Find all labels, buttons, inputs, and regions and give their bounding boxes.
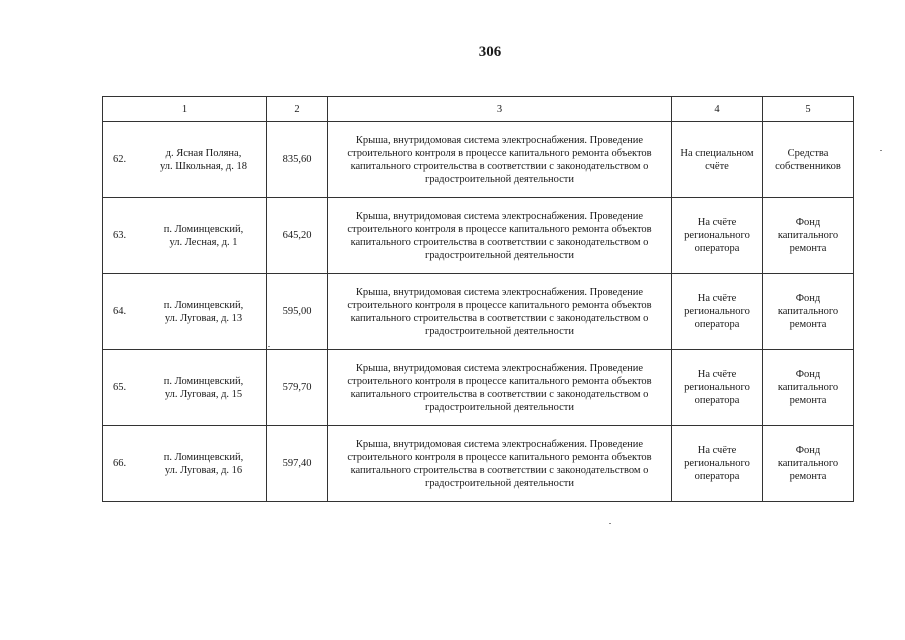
work-description: Крыша, внутридомовая система электроснабжения. Проведение строительного контроля в процессе капитального ремонта объектов капитального строительства в соответствии с законодательством о градостроительной деятельности	[328, 198, 672, 274]
account-cell: На счёте регионального оператора	[672, 426, 763, 502]
area-cell: 579,70	[267, 350, 328, 426]
scan-speck	[880, 150, 882, 151]
address-line1: п. Ломинцевский,	[163, 375, 244, 387]
address-line1: п. Ломинцевский,	[163, 451, 244, 463]
area-cell: 597,40	[267, 426, 328, 502]
address-line1: п. Ломинцевский,	[163, 299, 244, 311]
work-description: Крыша, внутридомовая система электроснабжения. Проведение строительного контроля в процессе капитального ремонта объектов капитального строительства в соответствии с законодательством о градостроительной деятельности	[328, 122, 672, 198]
address-line1: п. Ломинцевский,	[163, 223, 244, 235]
address-line1: д. Ясная Поляна,	[165, 147, 242, 159]
address	[145, 299, 262, 325]
address-line2: ул. Школьная, д. 18	[159, 160, 248, 172]
funds-source-cell: Фонд капитального ремонта	[763, 198, 854, 274]
work-description: Крыша, внутридомовая система электроснабжения. Проведение строительного контроля в процессе капитального ремонта объектов капитального строительства в соответствии с законодательством о градостроительной деятельности	[328, 426, 672, 502]
table-row	[103, 122, 854, 198]
column-header-3: 3	[328, 97, 672, 122]
address-line2: ул. Луговая, д. 13	[164, 312, 243, 324]
table-row	[103, 198, 854, 274]
address-line2: ул. Луговая, д. 16	[164, 464, 243, 476]
table-row	[103, 350, 854, 426]
account-cell: На счёте регионального оператора	[672, 198, 763, 274]
work-description: Крыша, внутридомовая система электроснабжения. Проведение строительного контроля в процессе капитального ремонта объектов капитального строительства в соответствии с законодательством о градостроительной деятельности	[328, 274, 672, 350]
address	[145, 375, 262, 401]
account-cell: На счёте регионального оператора	[672, 274, 763, 350]
address-cell	[103, 274, 267, 350]
row-number: 65.	[113, 382, 127, 393]
scan-speck	[268, 346, 270, 347]
work-description: Крыша, внутридомовая система электроснабжения. Проведение строительного контроля в процессе капитального ремонта объектов капитального строительства в соответствии с законодательством о градостроительной деятельности	[328, 350, 672, 426]
address-line2: ул. Лесная, д. 1	[169, 236, 238, 248]
address-cell	[103, 350, 267, 426]
funds-source-cell: Средства собственников	[763, 122, 854, 198]
row-number: 62.	[113, 154, 127, 165]
table-header-row	[103, 97, 854, 122]
column-header-1: 1	[103, 97, 267, 122]
funds-source-cell: Фонд капитального ремонта	[763, 426, 854, 502]
column-header-5: 5	[763, 97, 854, 122]
page-number: 306	[478, 44, 502, 60]
funds-source-cell: Фонд капитального ремонта	[763, 274, 854, 350]
row-number: 66.	[113, 458, 127, 469]
table-row	[103, 426, 854, 502]
area-cell: 645,20	[267, 198, 328, 274]
address-cell	[103, 122, 267, 198]
area-cell: 595,00	[267, 274, 328, 350]
row-number: 63.	[113, 230, 127, 241]
table-row	[103, 274, 854, 350]
account-cell: На счёте регионального оператора	[672, 350, 763, 426]
address-cell	[103, 426, 267, 502]
address	[145, 147, 262, 173]
account-cell: На специальном счёте	[672, 122, 763, 198]
column-header-4: 4	[672, 97, 763, 122]
row-number: 64.	[113, 306, 127, 317]
address	[145, 451, 262, 477]
funds-source-cell: Фонд капитального ремонта	[763, 350, 854, 426]
address	[145, 223, 262, 249]
address-cell	[103, 198, 267, 274]
column-header-2: 2	[267, 97, 328, 122]
scan-speck	[609, 523, 611, 524]
area-cell: 835,60	[267, 122, 328, 198]
address-line2: ул. Луговая, д. 15	[164, 388, 243, 400]
repair-table	[102, 96, 854, 502]
